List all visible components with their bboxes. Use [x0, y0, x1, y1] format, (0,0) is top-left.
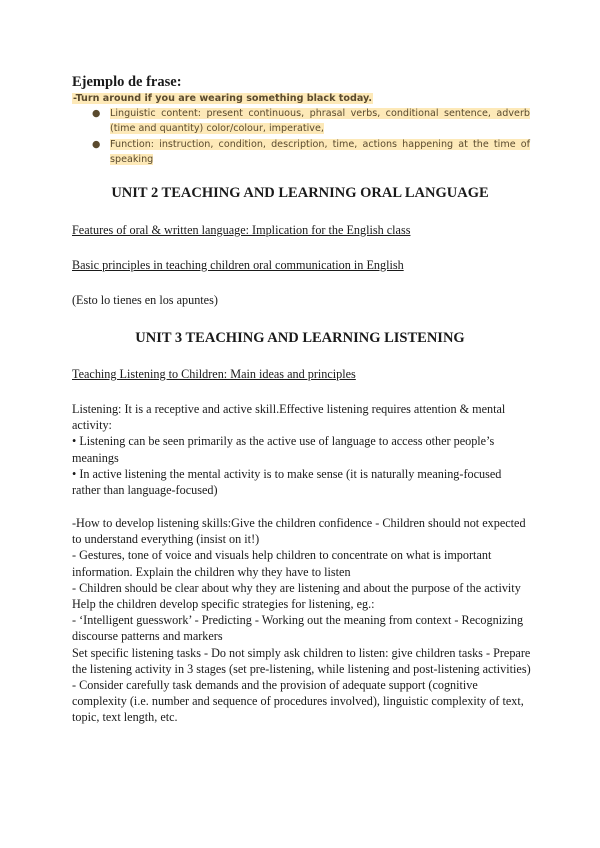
paragraph-line: Set specific listening tasks - Do not simply ask children to listen: give children tasks - Prepare the listening activity in 3 stages (set pre-listening, while listening and post-listening activities) — [72, 645, 531, 676]
example-heading: Ejemplo de frase: — [72, 74, 182, 90]
paragraph-line: - Gestures, tone of voice and visuals help children to concentrate on what is important information. Explain the children why they have to listen — [72, 548, 492, 579]
unit3-heading: UNIT 3 TEACHING AND LEARNING LISTENING — [135, 330, 465, 346]
listening-skills-paragraph — [72, 515, 532, 726]
unit2-link-principles: Basic principles in teaching children oral communication in English — [72, 258, 404, 272]
bullet-marker: ● — [92, 108, 101, 119]
bullet-marker: ● — [92, 139, 101, 150]
unit2-heading: UNIT 2 TEACHING AND LEARNING ORAL LANGUAGE — [111, 185, 489, 201]
paragraph-line: -How to develop listening skills:Give the children confidence - Children should not expected to understand everything (insist on it!) — [72, 516, 526, 547]
paragraph-line: Listening: It is a receptive and active skill.Effective listening requires attention & mental activity: — [72, 402, 506, 433]
list-item — [72, 138, 530, 167]
listening-paragraph — [72, 401, 532, 498]
unit2-link-features: Features of oral & written language: Implication for the English class — [72, 223, 411, 237]
paragraph-line: • In active listening the mental activity is to make sense (it is naturally meaning-focused rather than language-focused) — [72, 466, 502, 498]
paragraph-line: - Children should be clear about why they are listening and about the purpose of the activity — [72, 580, 521, 595]
bullet-text: Function: instruction, condition, description, time, actions happening at the time of speaking — [110, 139, 530, 165]
paragraph-line: Help the children develop specific strategies for listening, eg.: — [72, 597, 375, 612]
paragraph-line: • Listening can be seen primarily as the active use of language to access other people’s meanings — [72, 434, 495, 465]
example-bullet-list — [72, 107, 530, 169]
paragraph-line: - Consider carefully task demands and the provision of adequate support (cognitive complexity (i.e. number and sequence of procedures involved), linguistic complexity of text, topic, text length, etc. — [72, 678, 524, 725]
unit3-subtitle: Teaching Listening to Children: Main ideas and principles — [72, 367, 356, 381]
list-item — [72, 107, 530, 136]
paragraph-line: - ‘Intelligent guesswork’ - Predicting - Working out the meaning from context - Recognizing discourse patterns and markers — [72, 613, 524, 644]
bullet-text: Linguistic content: present continuous, phrasal verbs, conditional sentence, adverb (time and quantity) color/colour, imperative, — [110, 108, 530, 134]
unit2-note: (Esto lo tienes en los apuntes) — [72, 293, 218, 307]
example-sentence: -Turn around if you are wearing something black today. — [73, 93, 373, 104]
